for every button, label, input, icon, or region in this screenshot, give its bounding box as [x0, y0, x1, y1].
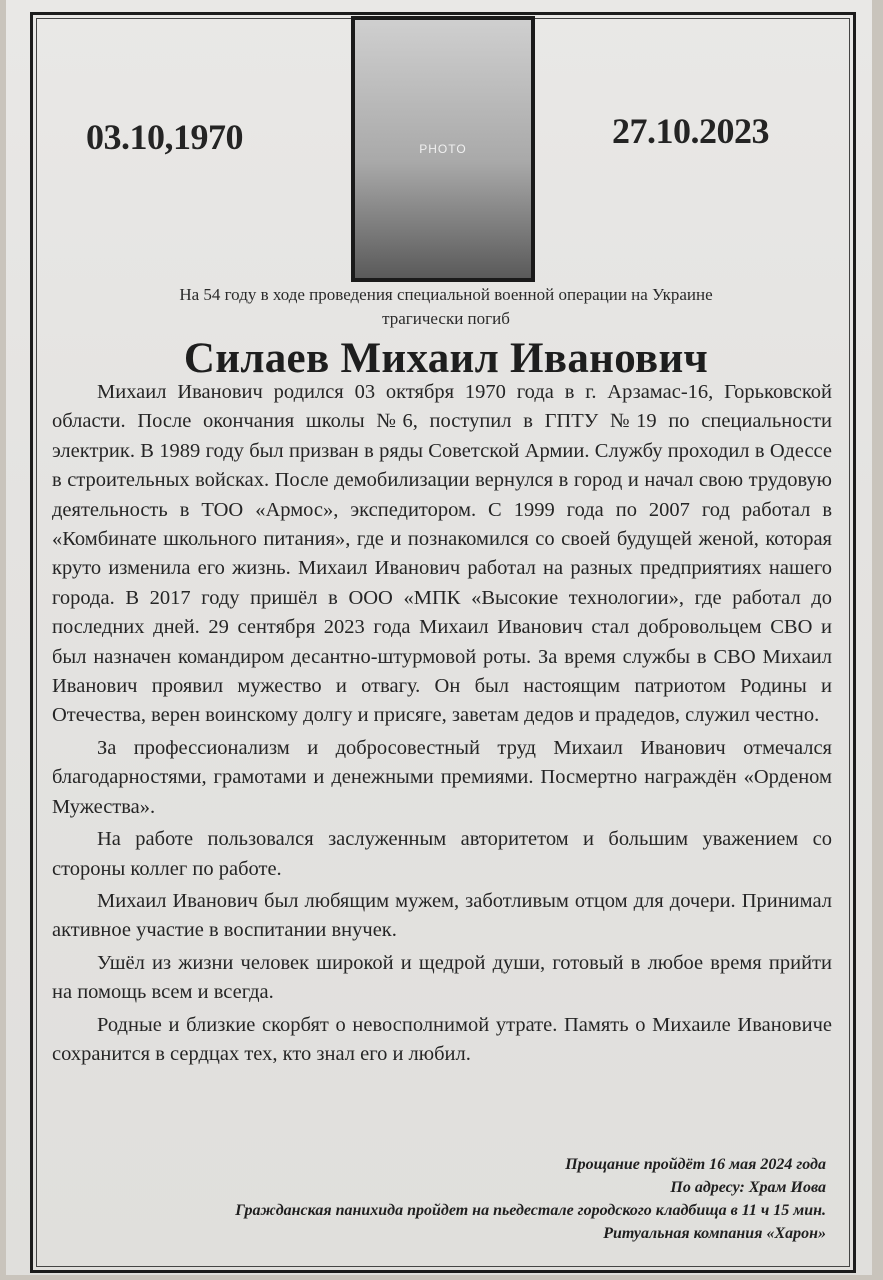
paragraph: Михаил Иванович был любящим мужем, заботливым отцом для дочери. Принимал активное участие в воспитании внучек. [52, 889, 832, 942]
paragraph: Михаил Иванович родился 03 октября 1970 года в г. Арзамас-16, Горьковской области. После окончания школы №6, поступил в ГПТУ №19 по специальности электрик. В 1989 году был призван в ряды Советской Армии. Службу проходил в Одессе в строительных войсках. После демобилизации вернулся в город и начал свою трудовую деятельность в ТОО «Армос», экспедитором. С 1999 года по 2007 год работал в «Комбинате школьного питания», где и познакомился со своей будущей женой, которая круто изменила его жизнь. Михаил Иванович работал на разных предприятиях нашего города. В 2017 году пришёл в ООО «МПК «Высокие технологии», где работал до последних дней. 29 сентября 2023 года Михаил Иванович стал добровольцем СВО и был назначен командиром десантно-штурмовой роты. За время службы в СВО Михаил Иванович проявил мужество и отвагу. Он был настоящим патриотом Родины и Отечества, верен воинскому долгу и присяге, заветам дедов и прадедов, служил честно. [52, 381, 832, 727]
deceased-name: Силаев Михаил Иванович [183, 335, 709, 382]
obituary-sheet [6, 0, 872, 1275]
death-date: 27.10.2023 [612, 111, 769, 151]
portrait-photo-placeholder [351, 16, 535, 282]
photo-label: PHOTO [419, 142, 467, 156]
paragraph: За профессионализм и добросовестный труд Михаил Иванович отмечался благодарностями, грамотами и денежными премиями. Посмертно награждён «Орденом Мужества». [52, 736, 832, 818]
intro-line-2: трагически погиб [382, 309, 510, 328]
memorial-service: Гражданская панихида пройдет на пьедестале городского кладбища в 11 ч 15 мин. [235, 1202, 826, 1219]
paragraph: Родные и близкие скорбят о невосполнимой утрате. Память о Михаиле Ивановиче сохранится в сердцах тех, кто знал его и любил. [52, 1013, 832, 1065]
paragraph: На работе пользовался заслуженным авторитетом и большим уважением со стороны коллег по работе. [52, 828, 832, 880]
biography [52, 378, 832, 1069]
paragraph: Ушёл из жизни человек широкой и щедрой души, готовый в любое время прийти на помощь всем и всегда. [52, 951, 832, 1004]
intro-line-1: На 54 году в ходе проведения специальной военной операции на Украине [179, 285, 713, 304]
funeral-company: Ритуальная компания «Харон» [603, 1225, 826, 1242]
birth-date: 03.10,1970 [86, 117, 243, 157]
funeral-details [66, 1153, 826, 1245]
intro-text [66, 283, 826, 331]
farewell-date: Прощание пройдёт 16 мая 2024 года [565, 1156, 826, 1173]
farewell-address: По адресу: Храм Иова [670, 1179, 826, 1196]
